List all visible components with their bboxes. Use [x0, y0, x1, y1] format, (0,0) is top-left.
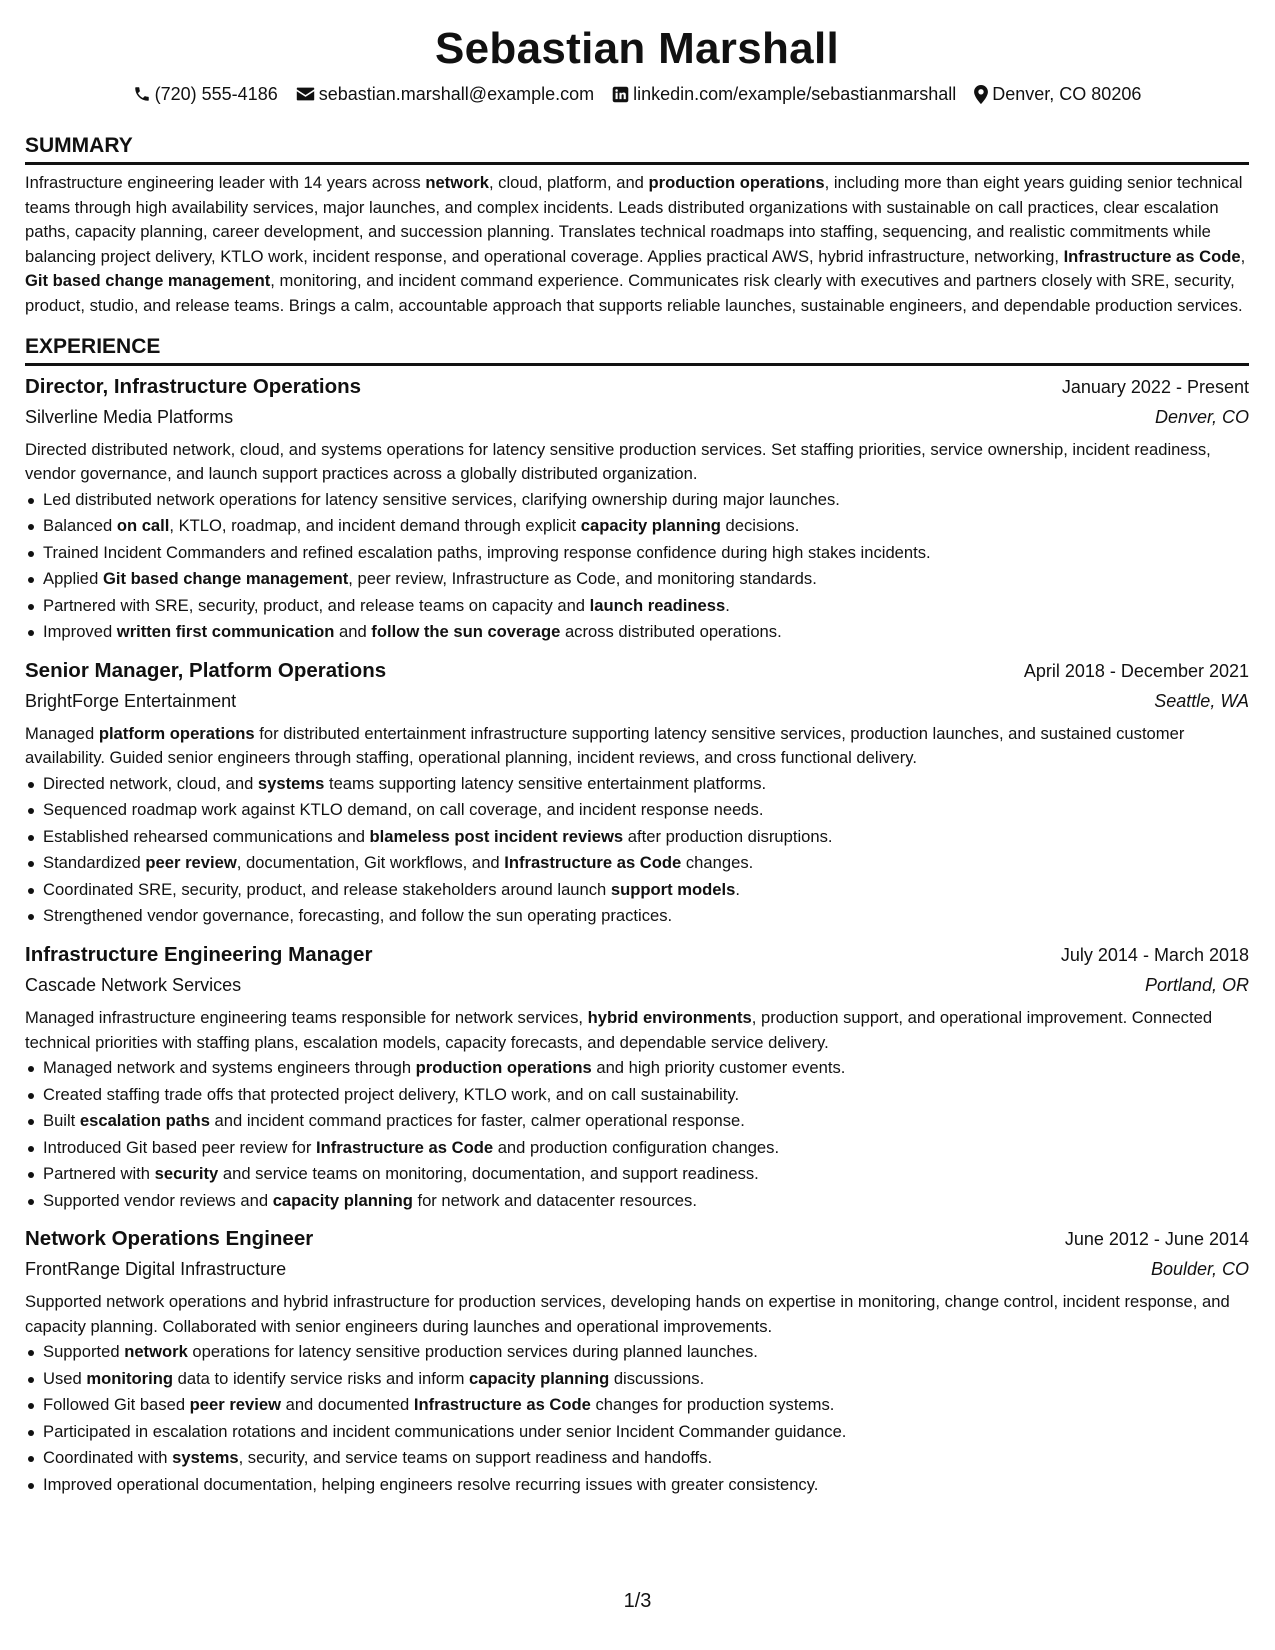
job-title: Senior Manager, Platform Operations: [25, 658, 387, 682]
job-bullet: Supported network operations for latency sensitive production services during planned launches.: [43, 1339, 1249, 1366]
phone-text: (720) 555-4186: [154, 84, 278, 104]
job-description: Managed infrastructure engineering teams responsible for network services, hybrid environments, production support, and operational improvement. Connected technical priorities with staffing plans, escalation models, capacity forecasts, and dependable service delivery.: [25, 1007, 1213, 1052]
job-bullet: Coordinated with systems, security, and service teams on support readiness and handoffs.: [43, 1445, 1249, 1472]
page-number: 1/3: [623, 1590, 652, 1612]
location-pin-icon: [974, 85, 988, 104]
job-company: Cascade Network Services: [25, 974, 242, 995]
job-description: Managed platform operations for distributed entertainment infrastructure supporting latency sensitive services, production launches, and sustained customer availability. Guided senior engineers through staffing, operational planning, incident reviews, and cross functional delivery.: [25, 723, 1185, 768]
job-location: Boulder, CO: [1150, 1259, 1249, 1280]
job-entry: [25, 940, 1249, 1214]
linkedin-text[interactable]: linkedin.com/example/sebastianmarshall: [633, 84, 957, 104]
summary-section: [25, 132, 1249, 319]
experience-section: [25, 333, 1249, 1499]
phone-icon: [133, 85, 151, 103]
job-bullet: Participated in escalation rotations and incident communications under senior Incident Commander guidance.: [43, 1419, 1249, 1446]
job-location: Denver, CO: [1154, 406, 1249, 427]
job-bullet: Balanced on call, KTLO, roadmap, and incident demand through explicit capacity planning decisions.: [43, 513, 1249, 540]
job-subheader: [25, 1254, 1249, 1284]
job-company: BrightForge Entertainment: [25, 690, 237, 711]
job-header: [25, 656, 1249, 686]
contact-email[interactable]: [296, 82, 594, 106]
job-header: [25, 372, 1249, 402]
job-bullets: [25, 1055, 1249, 1214]
job-bullets: [25, 1339, 1249, 1498]
candidate-name: Sebastian Marshall: [435, 24, 839, 73]
job-bullet: Improved written first communication and follow the sun coverage across distributed operations.: [43, 619, 1249, 646]
summary-heading: SUMMARY: [25, 132, 1249, 165]
job-bullets: [25, 771, 1249, 930]
email-icon: [296, 86, 315, 102]
job-bullet: Created staffing trade offs that protected project delivery, KTLO work, and on call sustainability.: [43, 1082, 1249, 1109]
job-subheader: [25, 970, 1249, 1000]
job-bullet: Led distributed network operations for latency sensitive services, clarifying ownership during major launches.: [43, 487, 1249, 514]
job-bullet: Applied Git based change management, peer review, Infrastructure as Code, and monitoring standards.: [43, 566, 1249, 593]
resume-page: [25, 20, 1249, 1498]
job-bullets: [25, 487, 1249, 646]
job-bullet: Used monitoring data to identify service risks and inform capacity planning discussions.: [43, 1366, 1249, 1393]
job-bullet: Partnered with security and service teams on monitoring, documentation, and support readiness.: [43, 1161, 1249, 1188]
contact-linkedin[interactable]: [612, 82, 956, 106]
jobs-list: [25, 372, 1249, 1499]
job-location: Portland, OR: [1144, 974, 1249, 995]
job-bullet: Supported vendor reviews and capacity planning for network and datacenter resources.: [43, 1188, 1249, 1215]
job-subheader: [25, 402, 1249, 432]
job-bullet: Standardized peer review, documentation, Git workflows, and Infrastructure as Code changes.: [43, 850, 1249, 877]
job-bullet: Managed network and systems engineers through production operations and high priority customer events.: [43, 1055, 1249, 1082]
job-bullet: Improved operational documentation, helping engineers resolve recurring issues with greater consistency.: [43, 1472, 1249, 1499]
job-description: Supported network operations and hybrid infrastructure for production services, developing hands on expertise in monitoring, change control, incident response, and capacity planning. Collaborated with senior engineers during launches and operational improvements.: [25, 1292, 1230, 1336]
job-dates: July 2014 - March 2018: [1060, 944, 1249, 965]
job-bullet: Directed network, cloud, and systems teams supporting latency sensitive entertainment platforms.: [43, 771, 1249, 798]
job-header: [25, 1224, 1249, 1254]
job-entry: [25, 656, 1249, 930]
job-bullet: Followed Git based peer review and documented Infrastructure as Code changes for production systems.: [43, 1392, 1249, 1419]
job-description: Directed distributed network, cloud, and systems operations for latency sensitive production services. Set staffing priorities, service ownership, incident readiness, vendor governance, and launch support practices across a globally distributed organization.: [25, 439, 1211, 484]
location-text: Denver, CO 80206: [992, 84, 1142, 104]
job-title: Director, Infrastructure Operations: [25, 374, 362, 398]
job-bullet: Built escalation paths and incident command practices for faster, calmer operational response.: [43, 1108, 1249, 1135]
contact-bar: [25, 82, 1249, 106]
job-title: Infrastructure Engineering Manager: [25, 942, 373, 966]
contact-location: [974, 82, 1141, 106]
job-location: Seattle, WA: [1154, 690, 1249, 711]
job-bullet: Established rehearsed communications and blameless post incident reviews after production disruptions.: [43, 824, 1249, 851]
experience-heading: EXPERIENCE: [25, 333, 1249, 366]
job-entry: [25, 372, 1249, 646]
job-bullet: Trained Incident Commanders and refined escalation paths, improving response confidence during high stakes incidents.: [43, 540, 1249, 567]
job-dates: June 2012 - June 2014: [1064, 1229, 1249, 1250]
job-header: [25, 940, 1249, 970]
job-dates: January 2022 - Present: [1061, 376, 1249, 397]
contact-phone: [133, 82, 278, 106]
job-bullet: Sequenced roadmap work against KTLO demand, on call coverage, and incident response needs.: [43, 797, 1249, 824]
job-company: FrontRange Digital Infrastructure: [25, 1259, 287, 1280]
job-subheader: [25, 686, 1249, 716]
job-bullet: Coordinated SRE, security, product, and release stakeholders around launch support models.: [43, 877, 1249, 904]
job-company: Silverline Media Platforms: [25, 406, 234, 427]
email-text[interactable]: sebastian.marshall@example.com: [318, 84, 595, 104]
job-dates: April 2018 - December 2021: [1023, 660, 1249, 681]
job-title: Network Operations Engineer: [25, 1227, 314, 1251]
job-bullet: Strengthened vendor governance, forecasting, and follow the sun operating practices.: [43, 903, 1249, 930]
job-entry: [25, 1224, 1249, 1498]
job-bullet: Introduced Git based peer review for Infrastructure as Code and production configuration changes.: [43, 1135, 1249, 1162]
summary-text: Infrastructure engineering leader with 14 years across network, cloud, platform, and production operations, including more than eight years guiding senior technical teams through high availability services, major launches, and complex incidents. Leads distributed organizations with sustainable on call practices, clear escalation paths, capacity planning, career development, and succession planning. Translates technical roadmaps into staffing, sequencing, and realistic commitments while balancing project delivery, KTLO work, incident response, and operational coverage. Applies practical AWS, hybrid infrastructure, networking, Infrastructure as Code, Git based change management, monitoring, and incident command experience. Communicates risk clearly with executives and partners closely with SRE, security, product, studio, and release teams. Brings a calm, accountable approach that supports reliable launches, sustainable engineers, and dependable production services.: [25, 173, 1246, 315]
job-bullet: Partnered with SRE, security, product, and release teams on capacity and launch readiness.: [43, 593, 1249, 620]
linkedin-icon: [612, 86, 629, 103]
